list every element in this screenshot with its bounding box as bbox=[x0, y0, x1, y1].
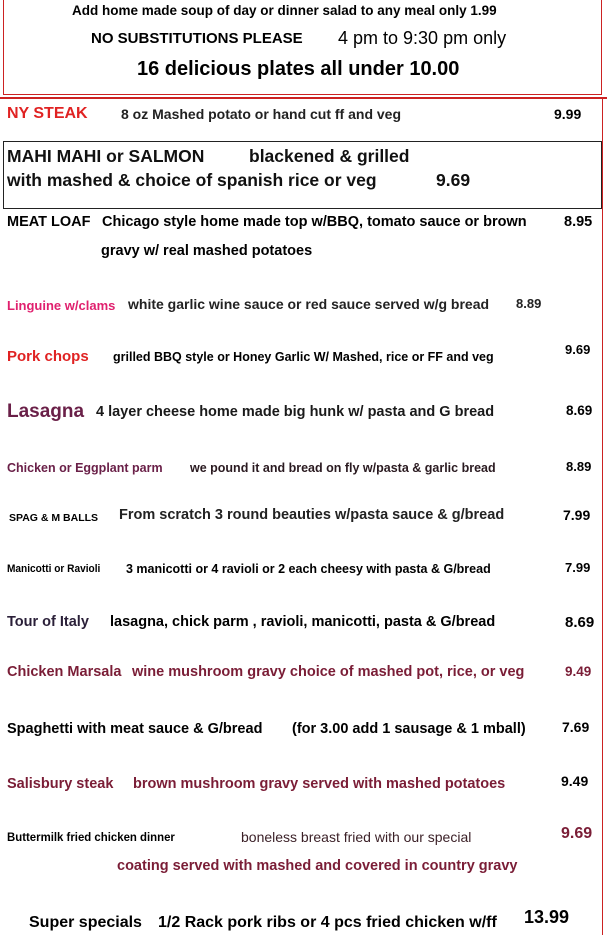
item-desc-super-specials: 1/2 Rack pork ribs or 4 pcs fried chicken w/ff bbox=[158, 914, 497, 931]
item-price-chicken-eggplant: 8.89 bbox=[566, 459, 592, 474]
item-name-fried-chicken: Buttermilk fried chicken dinner bbox=[7, 830, 175, 844]
item-desc-chicken-eggplant: we pound it and bread on fly w/pasta & garlic bread bbox=[190, 461, 496, 475]
item-name-spaghetti-meat-sauce: Spaghetti with meat sauce & G/bread bbox=[7, 721, 263, 737]
item-price-pork-chops: 9.69 bbox=[565, 342, 591, 357]
item-price-lasagna: 8.69 bbox=[566, 403, 593, 418]
item-desc-spaghetti-meat-sauce: (for 3.00 add 1 sausage & 1 mball) bbox=[292, 721, 526, 737]
item-price-ny-steak: 9.99 bbox=[554, 106, 582, 122]
header-soup-note: Add home made soup of day or dinner salad to any meal only 1.99 bbox=[72, 3, 497, 18]
item-name-mahi-mahi: MAHI MAHI or SALMON bbox=[7, 146, 205, 166]
item-price-manicotti: 7.99 bbox=[565, 560, 591, 575]
item-price-chicken-marsala: 9.49 bbox=[565, 664, 592, 679]
item-name-salisbury-steak: Salisbury steak bbox=[7, 776, 114, 792]
header-divider bbox=[0, 97, 607, 99]
header-no-substitutions: NO SUBSTITUTIONS PLEASE bbox=[91, 30, 303, 47]
item-name-ny-steak: NY STEAK bbox=[7, 105, 88, 122]
header-hours: 4 pm to 9:30 pm only bbox=[338, 28, 507, 48]
item-price-super-specials: 13.99 bbox=[524, 907, 570, 927]
item-desc2-mahi-mahi: with mashed & choice of spanish rice or veg bbox=[7, 170, 377, 190]
item-price-tour-of-italy: 8.69 bbox=[565, 614, 595, 631]
item-price-meat-loaf: 8.95 bbox=[564, 214, 593, 230]
header-tagline: 16 delicious plates all under 10.00 bbox=[137, 58, 460, 80]
item-desc-manicotti: 3 manicotti or 4 ravioli or 2 each cheesy with pasta & G/bread bbox=[126, 562, 491, 576]
item-name-super-specials: Super specials bbox=[29, 914, 142, 931]
item-name-linguine: Linguine w/clams bbox=[7, 298, 116, 313]
item-name-chicken-eggplant: Chicken or Eggplant parm bbox=[7, 461, 163, 475]
item-price-mahi-mahi: 9.69 bbox=[436, 170, 471, 190]
item-desc-pork-chops: grilled BBQ style or Honey Garlic W/ Mashed, rice or FF and veg bbox=[113, 350, 494, 364]
item-desc2-meat-loaf: gravy w/ real mashed potatoes bbox=[101, 243, 313, 259]
item-desc-linguine: white garlic wine sauce or red sauce served w/g bread bbox=[128, 296, 490, 312]
item-name-meat-loaf: MEAT LOAF bbox=[7, 214, 91, 230]
item-name-chicken-marsala: Chicken Marsala bbox=[7, 664, 122, 680]
item-desc-ny-steak: 8 oz Mashed potato or hand cut ff and veg bbox=[121, 106, 402, 122]
item-desc-lasagna: 4 layer cheese home made big hunk w/ pasta and G bread bbox=[96, 404, 495, 420]
item-price-salisbury-steak: 9.49 bbox=[561, 773, 589, 789]
item-name-spag-meatballs: SPAG & M BALLS bbox=[9, 512, 99, 524]
item-price-linguine: 8.89 bbox=[516, 296, 542, 311]
item-desc-fried-chicken: boneless breast fried with our special bbox=[241, 829, 472, 845]
item-name-pork-chops: Pork chops bbox=[7, 348, 89, 365]
menu-right-border bbox=[602, 97, 603, 935]
item-desc-mahi-mahi: blackened & grilled bbox=[249, 146, 410, 166]
item-desc-meat-loaf: Chicago style home made top w/BBQ, tomato sauce or brown bbox=[102, 214, 527, 230]
item-price-fried-chicken: 9.69 bbox=[561, 825, 593, 842]
item-name-manicotti: Manicotti or Ravioli bbox=[7, 563, 101, 575]
item-name-tour-of-italy: Tour of Italy bbox=[7, 614, 89, 630]
item-desc-salisbury-steak: brown mushroom gravy served with mashed potatoes bbox=[133, 776, 506, 792]
item-desc2-fried-chicken: coating served with mashed and covered in country gravy bbox=[117, 858, 518, 874]
item-price-spag-meatballs: 7.99 bbox=[563, 507, 591, 523]
item-desc-spag-meatballs: From scratch 3 round beauties w/pasta sauce & g/bread bbox=[119, 507, 505, 523]
item-desc-chicken-marsala: wine mushroom gravy choice of mashed pot, rice, or veg bbox=[132, 664, 525, 680]
item-name-lasagna: Lasagna bbox=[7, 401, 85, 422]
item-desc-tour-of-italy: lasagna, chick parm , ravioli, manicotti, pasta & G/bread bbox=[110, 614, 496, 630]
item-price-spaghetti-meat-sauce: 7.69 bbox=[562, 719, 590, 735]
